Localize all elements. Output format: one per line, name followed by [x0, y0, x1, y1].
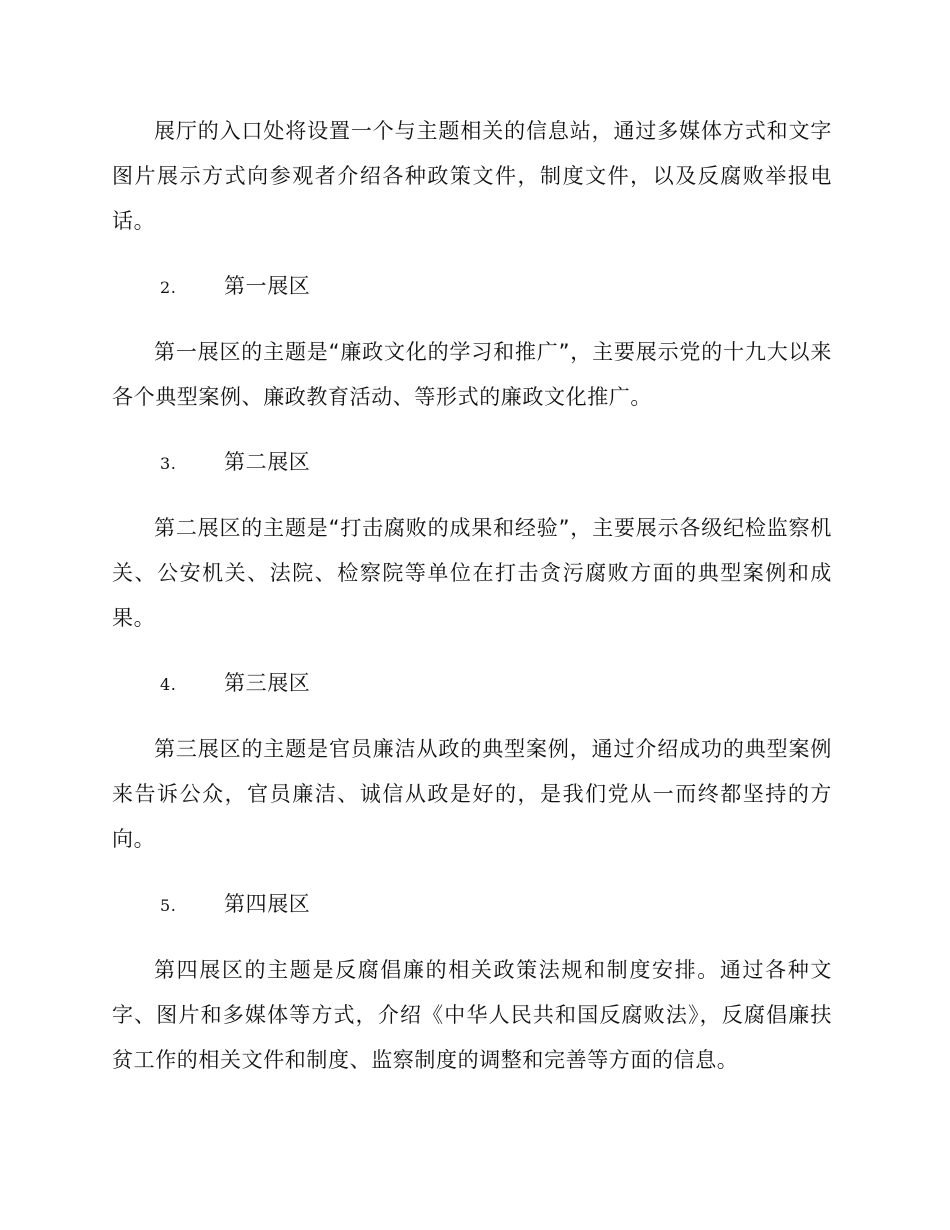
section-heading-1: [112, 264, 832, 310]
section-heading-4: [112, 882, 832, 928]
document-body: [112, 109, 832, 1103]
intro-paragraph: 展厅的入口处将设置一个与主题相关的信息站，通过多媒体方式和文字图片展示方式向参观者介绍各种政策文件，制度文件，以及反腐败举报电话。: [112, 119, 832, 233]
section-number: 5.: [160, 896, 177, 915]
section-paragraph-2: 第二展区的主题是“打击腐败的成果和经验”，主要展示各级纪检监察机关、公安机关、法院、检察院等单位在打击贪污腐败方面的典型案例和成果。: [112, 516, 832, 630]
section-paragraph-4: 第四展区的主题是反腐倡廉的相关政策法规和制度安排。通过各种文字、图片和多媒体等方式，介绍《中华人民共和国反腐败法》，反腐倡廉扶贫工作的相关文件和制度、监察制度的调整和完善等方面的信息。: [112, 958, 832, 1072]
section-paragraph-3: 第三展区的主题是官员廉洁从政的典型案例，通过介绍成功的典型案例来告诉公众，官员廉洁、诚信从政是好的，是我们党从一而终都坚持的方向。: [112, 737, 832, 851]
section-heading-3: [112, 661, 832, 707]
section-title: 第三展区: [224, 671, 311, 695]
section-title: 第四展区: [224, 892, 311, 916]
section-title: 第一展区: [224, 274, 311, 298]
section-title: 第二展区: [224, 450, 311, 474]
section-number: 3.: [160, 454, 177, 473]
section-number: 4.: [160, 675, 177, 694]
section-heading-2: [112, 440, 832, 486]
section-number: 2.: [160, 278, 177, 297]
section-paragraph-1: 第一展区的主题是“廉政文化的学习和推广”，主要展示党的十九大以来各个典型案例、廉政教育活动、等形式的廉政文化推广。: [112, 340, 832, 409]
